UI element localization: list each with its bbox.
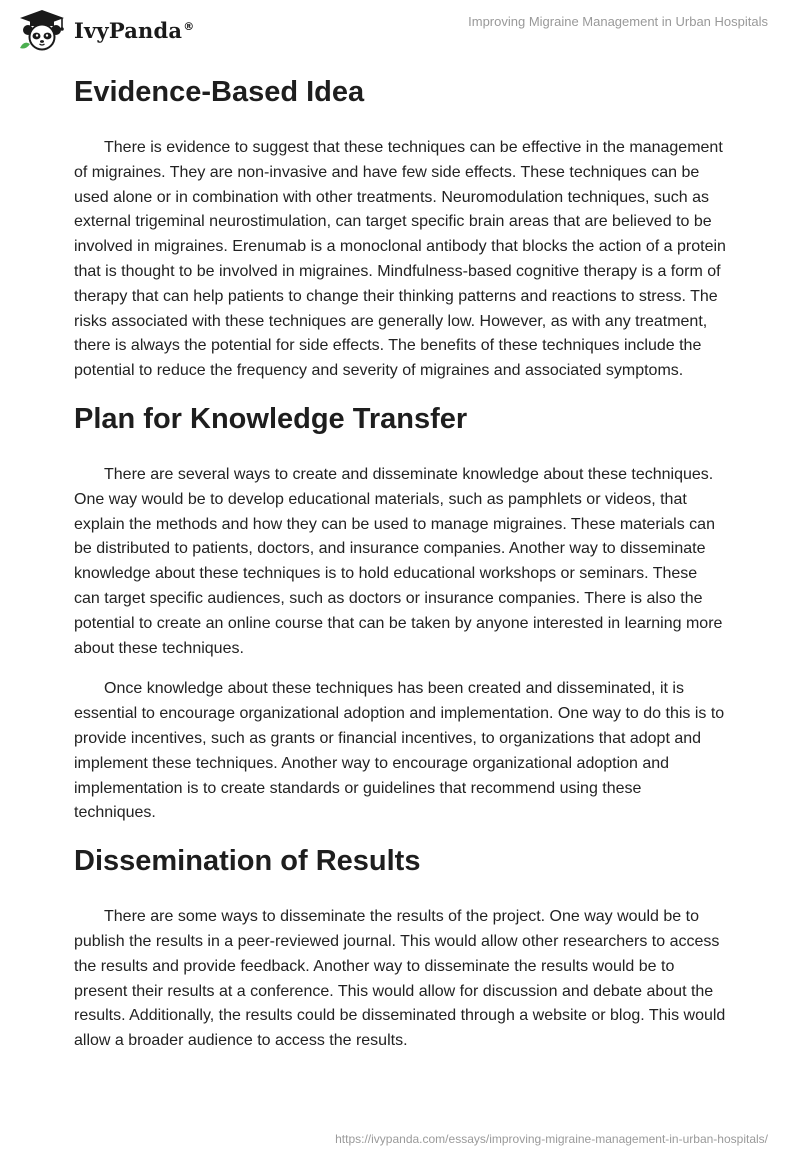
section-heading: Evidence-Based Idea (74, 76, 365, 108)
paragraph: There are some ways to disseminate the results of the project. One way would be to publish the results in a peer-reviewed journal. This would allow other researchers to access the results and provide feedback. Another way to disseminate the results would be to present their results at a conference. This would allow for discussion and debate about the results. Additionally, the results could be disseminated through a website or blog. This would allow a broader audience to access the results. (74, 908, 726, 1050)
ivypanda-logo[interactable] (16, 8, 194, 52)
section-heading: Plan for Knowledge Transfer (74, 402, 468, 435)
section-plan-for-knowledge-transfer (74, 399, 726, 826)
running-title: Improving Migraine Management in Urban Hospitals (468, 14, 768, 29)
paragraph: There is evidence to suggest that these techniques can be effective in the management of migraines. They are non-invasive and have few side effects. These techniques can be used alone or in combination with other treatments. Neuromodulation techniques, such as external trigeminal neurostimulation, can target specific brain areas that are believed to be involved in migraines. Erenumab is a monoclonal antibody that blocks the action of a protein that is thought to be involved in migraines. Mindfulness-based cognitive therapy is a form of therapy that can help patients to change their thinking patterns and reactions to stress. The risks associated with these techniques are generally low. However, as with any treatment, there is always the potential for side effects. The benefits of these techniques include the potential to reduce the frequency and severity of migraines and associated symptoms. (74, 139, 726, 380)
logo-wordmark: IvyPanda® (74, 17, 195, 43)
essay-content (74, 70, 726, 1054)
source-url[interactable]: https://ivypanda.com/essays/improving-migraine-management-in-urban-hospitals/ (335, 1132, 768, 1146)
section-heading: Dissemination of Results (74, 845, 421, 878)
section-evidence-based-idea (74, 72, 726, 384)
panda-graduate-icon (16, 8, 68, 52)
paragraph: Once knowledge about these techniques has been created and disseminated, it is essential to encourage organizational adoption and implementation. One way to do this is to provide incentives, such as grants or financial incentives, to organizations that adopt and implement these techniques. Another way to encourage organizational adoption and implementation is to create standards or guidelines that recommend using these techniques. (74, 680, 725, 822)
section-dissemination-of-results (74, 841, 726, 1054)
page-header (0, 0, 800, 60)
paragraph: There are several ways to create and disseminate knowledge about these techniques. One way would be to develop educational materials, such as pamphlets or videos, that explain the methods and how they can be used to manage migraines. These materials can be distributed to patients, doctors, and insurance companies. Another way to disseminate knowledge about these techniques is to hold educational workshops or seminars. These can target specific audiences, such as doctors or insurance companies. There is also the potential to create an online course that can be taken by anyone interested in learning more about these techniques. (74, 465, 723, 657)
